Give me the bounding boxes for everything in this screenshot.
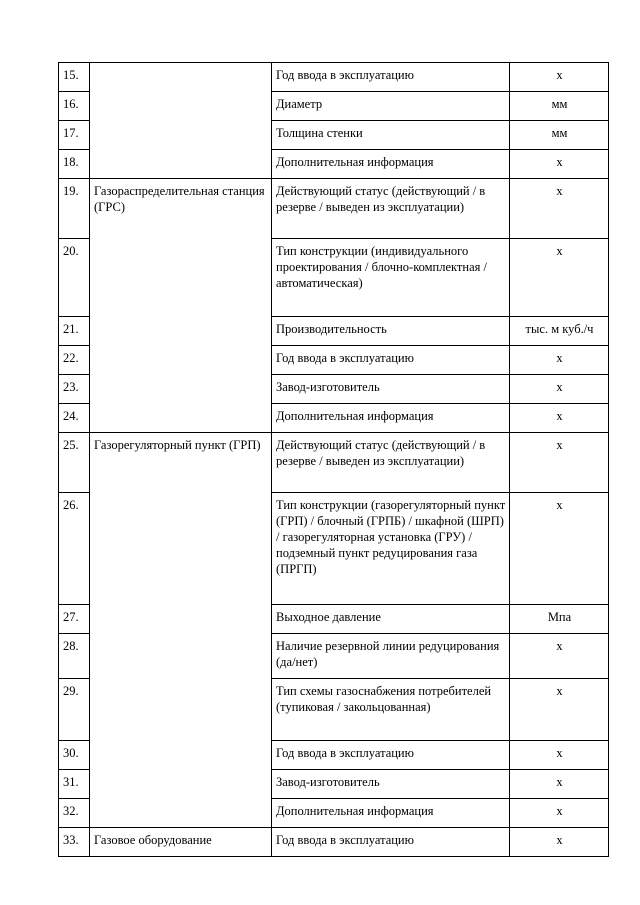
parameter-name: Производительность [272, 317, 510, 346]
unit-cell: тыс. м куб./ч [510, 317, 609, 346]
row-number: 20. [59, 239, 90, 317]
parameter-name: Толщина стенки [272, 121, 510, 150]
unit-cell: мм [510, 121, 609, 150]
parameter-name: Выходное давление [272, 605, 510, 634]
row-number: 32. [59, 799, 90, 828]
unit-cell: х [510, 634, 609, 679]
unit-cell: х [510, 179, 609, 239]
row-number: 15. [59, 63, 90, 92]
object-name-grs: Газораспределительная станция (ГРС) [90, 179, 272, 433]
row-number: 28. [59, 634, 90, 679]
unit-cell: х [510, 346, 609, 375]
parameter-name: Завод-изготовитель [272, 375, 510, 404]
gas-infrastructure-table [58, 62, 609, 857]
unit-cell: х [510, 433, 609, 493]
parameter-name: Дополнительная информация [272, 799, 510, 828]
unit-cell: х [510, 63, 609, 92]
parameter-name: Дополнительная информация [272, 404, 510, 433]
unit-cell: х [510, 828, 609, 857]
row-number: 25. [59, 433, 90, 493]
object-name-gas-equipment: Газовое оборудование [90, 828, 272, 857]
unit-cell: х [510, 770, 609, 799]
parameter-name: Год ввода в эксплуатацию [272, 346, 510, 375]
parameter-name: Завод-изготовитель [272, 770, 510, 799]
row-number: 22. [59, 346, 90, 375]
parameter-name: Год ввода в эксплуатацию [272, 741, 510, 770]
row-number: 31. [59, 770, 90, 799]
unit-cell: х [510, 239, 609, 317]
row-number: 23. [59, 375, 90, 404]
parameter-name: Тип конструкции (газорегуляторный пункт (ГРП) / блочный (ГРПБ) / шкафной (ШРП) / газорегуляторная установка (ГРУ) / подземный пункт редуцирования газа (ПРГП) [272, 493, 510, 605]
unit-cell: х [510, 679, 609, 741]
object-name-grp: Газорегуляторный пункт (ГРП) [90, 433, 272, 828]
parameter-name: Дополнительная информация [272, 150, 510, 179]
unit-cell: х [510, 404, 609, 433]
unit-cell: мм [510, 92, 609, 121]
parameter-name: Наличие резервной линии редуцирования (да/нет) [272, 634, 510, 679]
row-number: 18. [59, 150, 90, 179]
row-number: 29. [59, 679, 90, 741]
unit-cell: х [510, 741, 609, 770]
parameter-name: Тип схемы газоснабжения потребителей (тупиковая / закольцованная) [272, 679, 510, 741]
parameter-name: Тип конструкции (индивидуального проектирования / блочно-комплектная / автоматическая) [272, 239, 510, 317]
table-row [59, 63, 609, 92]
row-number: 21. [59, 317, 90, 346]
unit-cell: х [510, 799, 609, 828]
parameter-name: Действующий статус (действующий / в резерве / выведен из эксплуатации) [272, 179, 510, 239]
row-number: 30. [59, 741, 90, 770]
row-number: 24. [59, 404, 90, 433]
unit-cell: х [510, 493, 609, 605]
row-number: 17. [59, 121, 90, 150]
row-number: 16. [59, 92, 90, 121]
unit-cell: х [510, 375, 609, 404]
table-row [59, 179, 609, 239]
unit-cell: Мпа [510, 605, 609, 634]
unit-cell: х [510, 150, 609, 179]
object-name-cell [90, 63, 272, 179]
row-number: 26. [59, 493, 90, 605]
parameter-name: Год ввода в эксплуатацию [272, 63, 510, 92]
parameter-name: Год ввода в эксплуатацию [272, 828, 510, 857]
row-number: 27. [59, 605, 90, 634]
table-row [59, 433, 609, 493]
row-number: 19. [59, 179, 90, 239]
parameter-name: Диаметр [272, 92, 510, 121]
parameter-name: Действующий статус (действующий / в резерве / выведен из эксплуатации) [272, 433, 510, 493]
table-row [59, 828, 609, 857]
row-number: 33. [59, 828, 90, 857]
